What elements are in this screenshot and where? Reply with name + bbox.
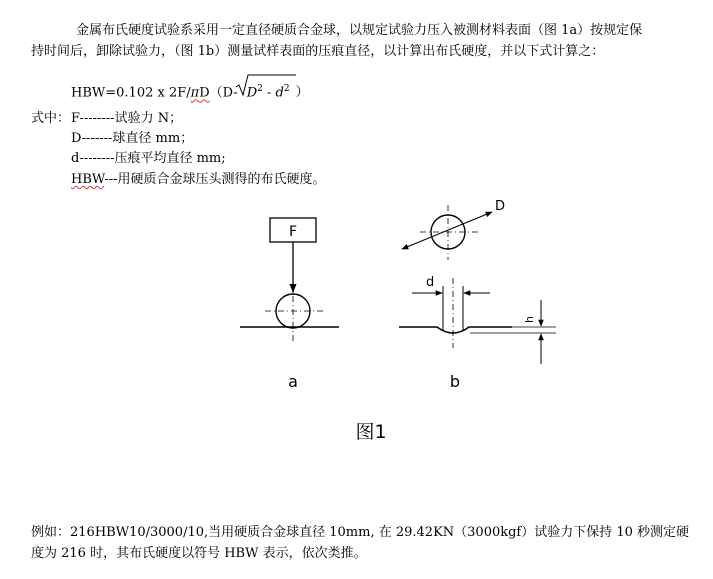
indented-specimen-surface	[399, 327, 512, 333]
formula-pi: π	[190, 85, 200, 101]
formula-paren-close: ）	[295, 85, 309, 101]
depth-label: h	[523, 316, 536, 323]
force-label: F	[288, 224, 298, 240]
formula-lhs: HBW	[71, 85, 106, 101]
ball-diameter-label: D	[495, 199, 506, 214]
example-line-2: 度为 216 时，其布氏硬度以符号 HBW 表示，依次类推。	[31, 546, 367, 561]
legend-hbw-symbol: HBW	[71, 172, 105, 187]
radical-sup-2: 2	[283, 84, 290, 94]
intro-line-1: 金属布氏硬度试验系采用一定直径硬质合金球，以规定试验力压入被测材料表面（图 1a）按规定保	[76, 23, 643, 38]
example-line-1: 例如：216HBW10/3000/10,当用硬质合金球直径 10mm, 在 29.42KN（3000kgf）试验力下保持 10 秒测定硬	[31, 525, 690, 540]
formula-body: =0.102 x 2F/	[105, 85, 191, 101]
figure-b	[399, 199, 556, 391]
legend-hbw-text: ---用硬质合金球压头测得的布氏硬度。	[104, 172, 326, 187]
formula-d1: D	[199, 85, 210, 101]
figure-a	[240, 218, 339, 391]
radical-D: D	[246, 85, 258, 101]
radical-sup-1: 2	[257, 84, 263, 94]
subfigure-b-label: b	[449, 372, 461, 391]
legend-item-indent-diameter: d--------压痕平均直径 mm;	[71, 151, 226, 166]
intro-line-2: 持时间后，卸除试验力，（图 1b）测量试样表面的压痕直径，以计算出布氏硬度，并以下式计算之：	[31, 44, 605, 59]
formula-paren-open: （D-	[209, 85, 238, 101]
subfigure-a-label: a	[288, 372, 298, 391]
indent-diameter-label: d	[426, 275, 435, 290]
legend-item-force: F--------试验力 N；	[71, 111, 183, 126]
legend-item-ball-diameter: D-------球直径 mm；	[71, 131, 194, 146]
radical-d: d	[275, 85, 284, 101]
figure-caption: 图1	[355, 421, 387, 443]
ball-diameter-dimension	[402, 212, 492, 249]
legend-label: 式中：	[31, 111, 71, 126]
radical-minus: -	[262, 85, 276, 101]
